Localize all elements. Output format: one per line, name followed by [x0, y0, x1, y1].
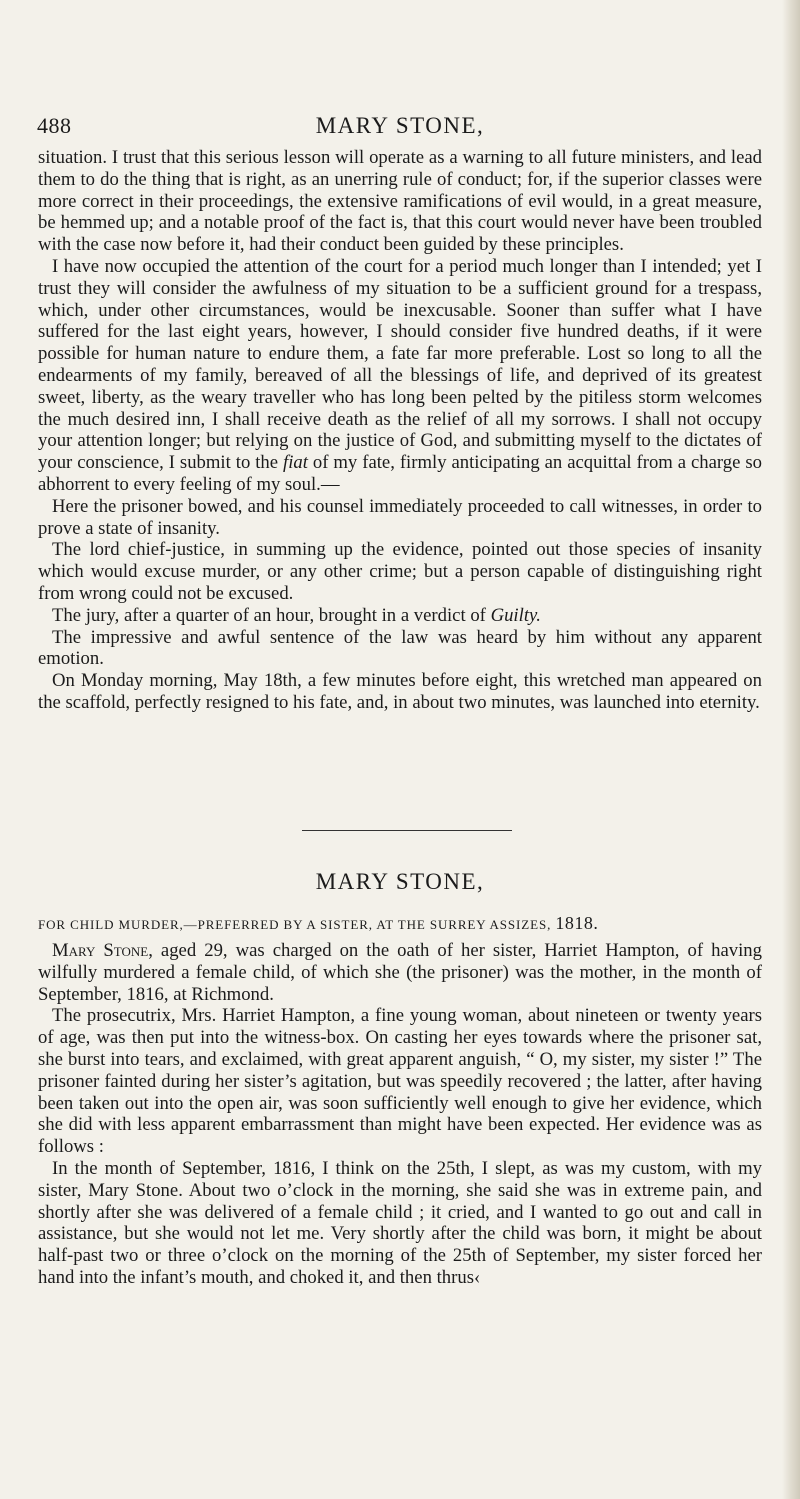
paragraph: In the month of September, 1816, I think on the 25th, I slept, as was my custom, with my sister, Mary Stone. About two o’clock in the morning, she said she was in extreme pain, and shortly after she was delivered of a female child ; it cried, and I wanted to go out and call in assistance, but she would not let me. Very shortly after the child was born, it might be about half-past two or three o’clock on the morning of the 25th of September, my sister forced her hand into the infant’s mouth, and choked it, and then thrus‹	[38, 1157, 762, 1288]
paragraph	[38, 256, 762, 496]
paragraph: situation. I trust that this serious lesson will operate as a warning to all future ministers, and lead them to do the thing that is right, as an unerring rule of conduct; for, if the superior classes were more correct in their proceedings, the extensive ramifications of evil would, in a great measure, be hemmed up; and a notable proof of the fact is, that this court would never have been troubled with the case now before it, had their conduct been guided by these principles.	[38, 147, 762, 256]
page-edge	[782, 0, 800, 1499]
paragraph-text: of my fate, firmly anticipating an acquittal from a charge so abhorrent to every feeling of my soul.—	[38, 452, 763, 495]
paragraph: The prosecutrix, Mrs. Harriet Hampton, a fine young woman, about nineteen or twenty years of age, was then put into the witness-box. On casting her eyes towards where the prisoner sat, she burst into tears, and exclaimed, with great apparent anguish, “ O, my sister, my sister !” The prisoner fainted during her sister’s agitation, but was speedily recovered ; the latter, after having been taken out into the open air, was soon sufficiently well enough to give her evidence, which she did with less apparent embarrassment than might have been expected. Her evidence was as follows :	[38, 1005, 762, 1158]
paragraph-text: aged 29, was charged on the oath of her sister, Harriet Hampton, of having wilfully murdered a female child, of which she (the prisoner) was the mother, in the month of September, 1816, at Richmond.	[38, 940, 762, 1005]
subtitle-text: FOR CHILD MURDER,—PREFERRED BY A SISTER, AT THE SURREY ASSIZES,	[38, 917, 552, 932]
lead-name: Mary Stone,	[52, 940, 153, 961]
paragraph-text: I have now occupied the attention of the court for a period much longer than I intended; yet I trust they will consider the awfulness of my situation to be a sufficient ground for a trespass, which, under other circumstances, would be inexcusable. Sooner than suffer what I have suffered for the last eight years, however, I should consider five hundred deaths, if it were possible for human nature to endure them, a fate far more preferable. Lost so long to all the endearments of my family, bereaved of all the blessings of life, and deprived of its greatest sweet, liberty, as the weary traveller who has long been pelted by the pitiless storm welcomes the much desired inn, I shall receive death as the relief of all my sorrows. I shall not occupy your attention longer; but relying on the justice of God, and submitting myself to the dictates of your conscience, I submit to the	[38, 255, 762, 474]
italic-word: fiat	[283, 452, 308, 474]
section-divider	[302, 830, 512, 831]
page-number: 488	[37, 113, 72, 138]
paragraph	[38, 940, 762, 1005]
paragraph	[38, 605, 762, 627]
section-subtitle	[38, 913, 762, 934]
paragraph: On Monday morning, May 18th, a few minutes before eight, this wretched man appeared on the scaffold, perfectly resigned to his fate, and, in about two minutes, was launched into eternity.	[38, 670, 762, 713]
paragraph: The lord chief-justice, in summing up the evidence, pointed out those species of insanity which would excuse murder, or any other crime; but a person capable of distinguishing right from wrong could not be excused.	[38, 539, 762, 604]
paragraph: Here the prisoner bowed, and his counsel immediately proceeded to call witnesses, in order to prove a state of insanity.	[38, 495, 762, 539]
paragraph: The impressive and awful sentence of the law was heard by him without any apparent emotion.	[38, 626, 762, 670]
running-head: MARY STONE,	[315, 113, 485, 138]
verdict-word: Guilty.	[490, 604, 541, 626]
paragraph-text: The jury, after a quarter of an hour, brought in a verdict of	[52, 604, 486, 626]
section-title: MARY STONE,	[315, 869, 485, 894]
previous-case-text	[38, 147, 762, 714]
page-header	[0, 113, 800, 143]
new-case-text	[38, 940, 762, 1289]
subtitle-year: 1818.	[555, 913, 599, 933]
